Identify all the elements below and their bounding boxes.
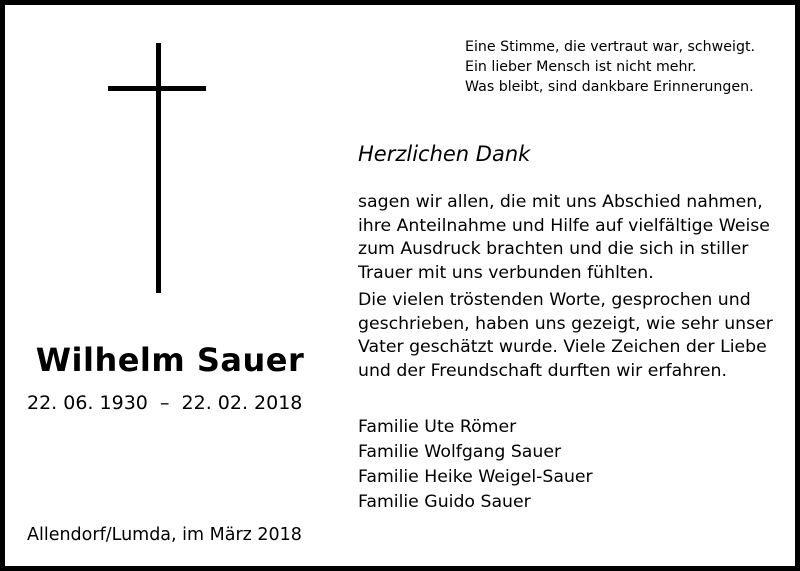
family-name: Familie Guido Sauer [358, 492, 531, 512]
paragraph-line: sagen wir allen, die mit uns Abschied nahmen, [358, 192, 763, 212]
paragraph-line: zum Ausdruck brachten und die sich in stiller [358, 239, 749, 259]
paragraph-line: Trauer mit uns verbunden fühlten. [358, 262, 654, 283]
paragraph-line: und der Freundschaft durften wir erfahren. [358, 360, 727, 381]
cross-icon-vertical-bar [156, 43, 161, 293]
thanks-paragraph-1 [358, 191, 770, 285]
motto-line: Ein lieber Mensch ist nicht mehr. [465, 59, 697, 75]
family-name: Familie Ute Römer [358, 417, 517, 437]
family-name: Familie Wolfgang Sauer [358, 442, 562, 462]
cross-icon-horizontal-bar [108, 86, 206, 91]
motto-block [465, 37, 755, 97]
deceased-name: Wilhelm Sauer [35, 341, 305, 379]
motto-line: Was bleibt, sind dankbare Erinnerungen. [465, 79, 754, 95]
paragraph-line: Vater geschätzt wurde. Viele Zeichen der Liebe [358, 337, 767, 357]
paragraph-line: ihre Anteilnahme und Hilfe auf vielfältige Weise [358, 215, 770, 236]
thanks-paragraph-2 [358, 289, 773, 383]
paragraph-line: Die vielen tröstenden Worte, gesprochen und [358, 290, 751, 310]
motto-line: Eine Stimme, die vertraut war, schweigt. [465, 39, 756, 55]
family-signatures [358, 415, 593, 515]
thanks-heading: Herzlichen Dank [358, 142, 531, 166]
place-and-date: Allendorf/Lumda, im März 2018 [27, 525, 302, 545]
family-name: Familie Heike Weigel-Sauer [358, 467, 593, 487]
paragraph-line: geschrieben, haben uns gezeigt, wie sehr unser [358, 313, 773, 334]
life-dates: 22. 06. 1930 – 22. 02. 2018 [27, 392, 303, 414]
